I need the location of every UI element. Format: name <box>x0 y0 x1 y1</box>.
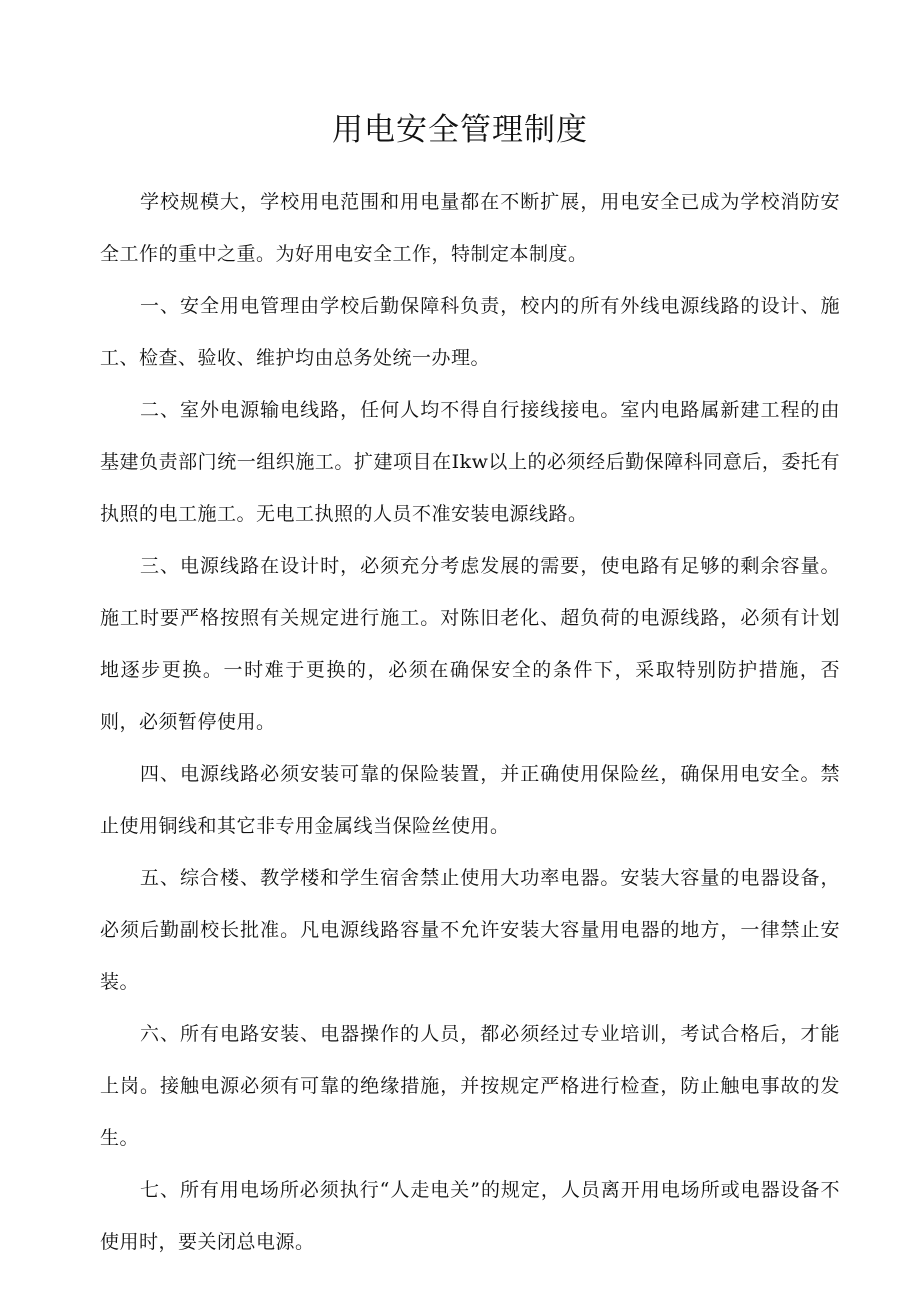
document-title: 用电安全管理制度 <box>332 112 588 148</box>
paragraph-clause-1: 一、安全用电管理由学校后勤保障科负责，校内的所有外线电源线路的设计、施工、检查、验收、维护均由总务处统一办理。 <box>100 295 840 369</box>
paragraph-clause-4: 四、电源线路必须安装可靠的保险装置，并正确使用保险丝，确保用电安全。禁止使用铜线和其它非专用金属线当保险丝使用。 <box>100 763 840 837</box>
paragraph-intro: 学校规模大，学校用电范围和用电量都在不断扩展，用电安全已成为学校消防安全工作的重中之重。为好用电安全工作，特制定本制度。 <box>100 191 840 265</box>
paragraph-clause-2: 二、室外电源输电线路，任何人均不得自行接线接电。室内电路属新建工程的由基建负责部门统一组织施工。扩建项目在Ikw以上的必须经后勤保障科同意后，委托有执照的电工施工。无电工执照的人员不准安装电源线路。 <box>100 399 840 525</box>
paragraph-clause-6: 六、所有电路安装、电器操作的人员，都必须经过专业培训，考试合格后，才能上岗。接触电源必须有可靠的绝缘措施，并按规定严格进行检查，防止触电事故的发生。 <box>100 1023 840 1149</box>
document-body <box>100 176 840 1268</box>
paragraph-clause-7: 七、所有用电场所必须执行“人走电关”的规定，人员离开用电场所或电器设备不使用时，要关闭总电源。 <box>100 1179 840 1253</box>
paragraph-clause-3: 三、电源线路在设计时，必须充分考虑发展的需要，使电路有足够的剩余容量。施工时要严格按照有关规定进行施工。对陈旧老化、超负荷的电源线路，必须有计划地逐步更换。一时难于更换的，必须在确保安全的条件下，采取特别防护措施，否则，必须暂停使用。 <box>100 555 840 733</box>
paragraph-clause-5: 五、综合楼、教学楼和学生宿舍禁止使用大功率电器。安装大容量的电器设备，必须后勤副校长批准。凡电源线路容量不允许安装大容量用电器的地方，一律禁止安装。 <box>100 867 840 993</box>
